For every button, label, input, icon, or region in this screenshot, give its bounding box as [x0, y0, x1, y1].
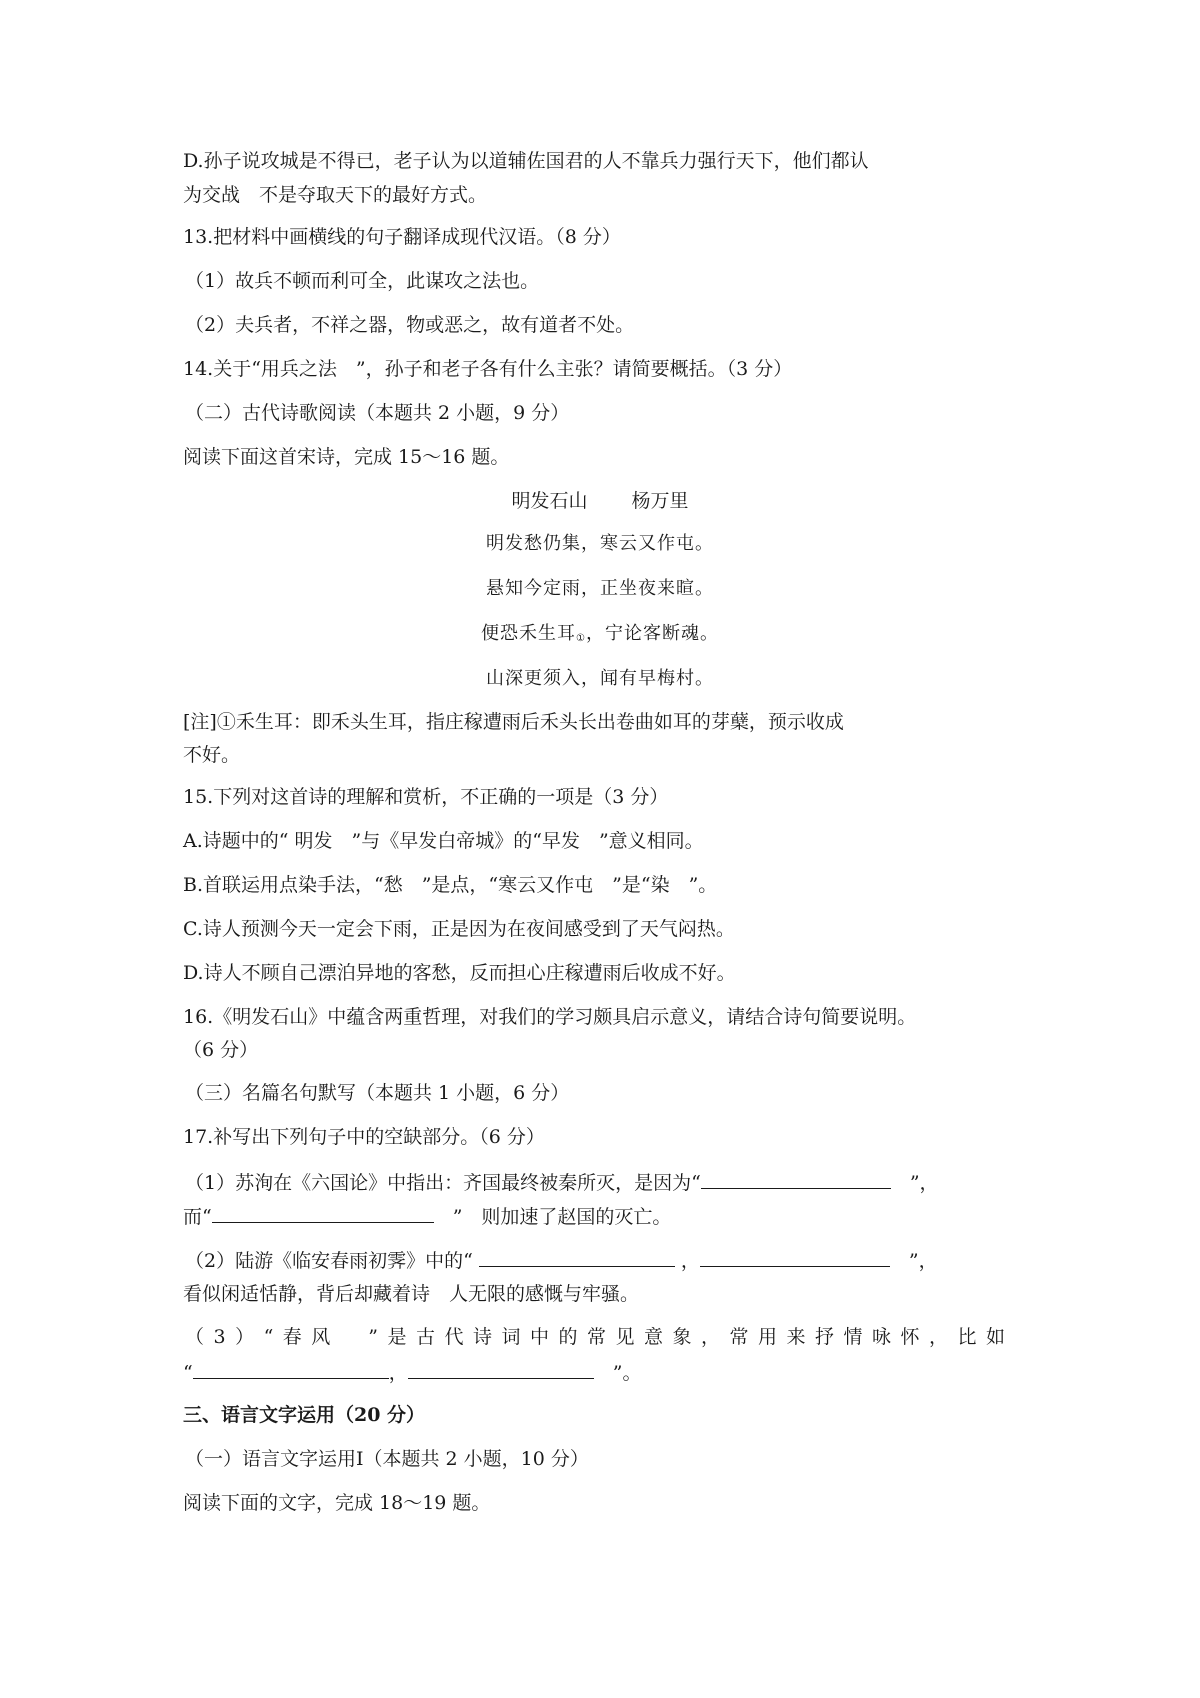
q15-option-d: D.诗人不顾自己漂泊异地的客愁，反而担心庄稼遭雨后收成不好。 — [183, 962, 736, 984]
q15-prompt: 15.下列对这首诗的理解和赏析，不正确的一项是（3 分） — [183, 786, 669, 808]
q12-option-d-line2: 为交战 不是夺取天下的最好方式。 — [183, 184, 488, 206]
q14-prompt: 14.关于“用兵之法 ”，孙子和老子各有什么主张？请简要概括。（3 分） — [183, 358, 793, 380]
q13-item-1: （1）故兵不顿而利可全，此谋攻之法也。 — [185, 270, 540, 292]
q17-item-2-line2: 看似闲适恬静，背后却藏着诗 人无限的感慨与牢骚。 — [183, 1283, 640, 1305]
q17-item-2-close: ”， — [889, 1250, 938, 1272]
q12-option-d-line1: D.孙子说攻城是不得已，老子认为以道辅佐国君的人不靠兵力强行天下，他们都认 — [183, 150, 869, 172]
q17-item-1-close: ”， — [890, 1172, 939, 1194]
answer-blank[interactable] — [700, 1250, 890, 1267]
poem-note-line1: [注]①禾生耳：即禾头生耳，指庄稼遭雨后禾头长出卷曲如耳的芽蘖，预示收成 — [183, 711, 844, 733]
q17-item-2-sep: ， — [674, 1250, 700, 1272]
section-3-heading: （三）名篇名句默写（本题共 1 小题，6 分） — [185, 1082, 570, 1104]
section-2-intro: 阅读下面这首宋诗，完成 15～16 题。 — [183, 446, 510, 468]
q17-item-3-line1: （3）“春风 ”是古代诗词中的常见意象，常用来抒情咏怀，比如 — [185, 1326, 1015, 1348]
q17-item-1-tail: ” 则加速了赵国的灭亡。 — [433, 1206, 672, 1228]
q17-item-2-line1 — [185, 1250, 938, 1271]
poem-note-line2: 不好。 — [183, 744, 241, 766]
q15-option-b: B.首联运用点染手法，“愁 ”是点，“寒云又作屯 ”是“染 ”。 — [183, 874, 718, 896]
poem-line-1: 明发愁仍集，寒云又作屯。 — [486, 533, 714, 554]
q17-item-1-line2 — [183, 1206, 671, 1227]
q15-option-c: C.诗人预测今天一定会下雨，正是因为在夜间感受到了天气闷热。 — [183, 918, 735, 940]
q17-item-3-line2 — [183, 1362, 641, 1383]
q17-item-3-sep: ， — [388, 1362, 408, 1384]
section-2-heading: （二）古代诗歌阅读（本题共 2 小题，9 分） — [185, 402, 570, 424]
q17-item-3-close: ”。 — [593, 1362, 642, 1384]
footnote-mark: ① — [576, 633, 586, 644]
q17-prompt: 17.补写出下列句子中的空缺部分。（6 分） — [183, 1126, 545, 1148]
q17-item-1-line1 — [185, 1172, 939, 1193]
poem-line-2: 悬知今定雨，正坐夜来暄。 — [486, 578, 714, 599]
poem-line-3b: ，宁论客断魂。 — [585, 623, 719, 644]
poem-title: 明发石山 — [511, 490, 588, 512]
answer-blank[interactable] — [701, 1172, 891, 1189]
answer-blank[interactable] — [193, 1362, 389, 1379]
q15-option-a: A.诗题中的“ 明发 ”与《早发白帝城》的“早发 ”意义相同。 — [183, 830, 704, 852]
q16-prompt-line1: 16.《明发石山》中蕴含两重哲理，对我们的学习颇具启示意义，请结合诗句简要说明。 — [183, 1006, 917, 1028]
part-3-intro: 阅读下面的文字，完成 18～19 题。 — [183, 1492, 491, 1514]
q17-item-3-open: “ — [183, 1362, 193, 1384]
poem-line-4: 山深更须入，闻有早梅村。 — [486, 668, 714, 689]
poem-author: 杨万里 — [631, 490, 689, 512]
poem-heading — [0, 492, 1200, 511]
q17-item-1-text: （1）苏洵在《六国论》中指出：齐国最终被秦所灭，是因为“ — [185, 1172, 701, 1194]
part-3-heading: 三、语言文字运用（20 分） — [183, 1404, 426, 1426]
answer-blank[interactable] — [408, 1362, 594, 1379]
poem-line-3 — [0, 625, 1200, 644]
answer-blank[interactable] — [479, 1250, 675, 1267]
q17-item-2-text: （2）陆游《临安春雨初霁》中的“ — [185, 1250, 479, 1272]
q13-prompt: 13.把材料中画横线的句子翻译成现代汉语。（8 分） — [183, 226, 621, 248]
q16-prompt-line2: （6 分） — [183, 1039, 259, 1061]
answer-blank[interactable] — [212, 1206, 434, 1223]
q13-item-2: （2）夫兵者，不祥之器，物或恶之，故有道者不处。 — [185, 314, 635, 336]
poem-line-3a: 便恐禾生耳 — [481, 623, 577, 644]
part-3-subheading: （一）语言文字运用Ⅰ（本题共 2 小题，10 分） — [185, 1448, 589, 1470]
q17-item-1-open: 而“ — [183, 1206, 212, 1228]
